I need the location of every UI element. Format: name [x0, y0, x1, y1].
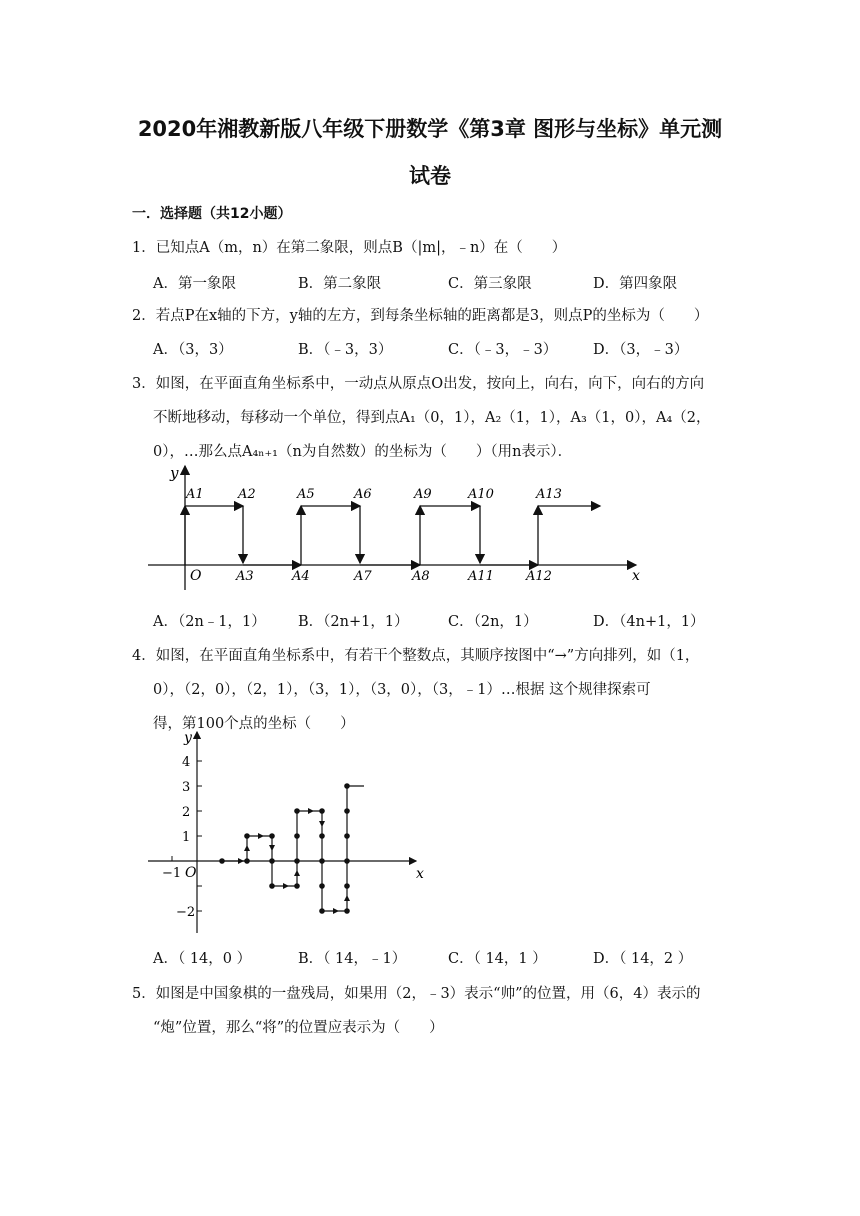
q1-option-d: D．第四象限	[593, 276, 678, 292]
q4-ytick-3: 3	[182, 780, 191, 795]
question-4-line-3: 得，第100个点的坐标（ ）	[153, 716, 355, 732]
q2-option-d: D．（3，﹣3）	[593, 342, 689, 358]
question-2: 2．若点P在x轴的下方，y轴的左方，到每条坐标轴的距离都是3，则点P的坐标为（ ）	[132, 308, 709, 324]
q3-label-a2: A2	[238, 487, 256, 502]
q2-option-b: B．（﹣3，3）	[298, 342, 393, 358]
q2-option-a: A．（3，3）	[153, 342, 233, 358]
q4-option-d: D．（ 14，2 ）	[593, 951, 693, 967]
question-3-line-1: 3．如图，在平面直角坐标系中，一动点从原点O出发，按向上，向右，向下，向右的方向	[132, 376, 705, 392]
q3-y-label: y	[170, 464, 179, 482]
q3-option-b: B．（2n+1，1）	[298, 614, 409, 630]
q4-x-label: x	[416, 866, 424, 882]
document-title: 2020年湘教新版八年级下册数学《第3章 图形与坐标》单元测	[137, 117, 723, 141]
q3-label-a12: A12	[526, 569, 552, 584]
q3-option-a: A．（2n﹣1，1）	[153, 614, 266, 630]
q4-y-label: y	[184, 730, 192, 746]
q3-label-a7: A7	[354, 569, 372, 584]
question-4-line-2: 0），（2，0），（2，1），（3，1），（3，0），（3，﹣1）…根据 这个规律探索可	[153, 682, 651, 698]
q3-label-a9: A9	[414, 487, 432, 502]
q4-option-a: A．（ 14，0 ）	[153, 951, 252, 967]
q3-path	[185, 506, 600, 565]
section-heading: 一．选择题（共12小题）	[132, 206, 292, 222]
question-3-line-3: 0），…那么点A₄ₙ₊₁（n为自然数）的坐标为（ ）（用n表示）．	[153, 444, 573, 460]
q3-option-c: C．（2n，1）	[448, 614, 538, 630]
q4-ytick-2: 2	[182, 805, 191, 820]
q3-label-a5: A5	[297, 487, 315, 502]
q3-label-a1: A1	[186, 487, 204, 502]
q4-ytick-4: 4	[182, 755, 191, 770]
q4-xtick-neg1: −1	[162, 866, 182, 881]
q4-tick-labels	[162, 755, 195, 920]
q3-label-a8: A8	[412, 569, 430, 584]
q3-label-a13: A13	[536, 487, 562, 502]
q4-ytick-neg2: −2	[176, 905, 196, 920]
q3-x-label: x	[632, 568, 640, 584]
q3-label-a6: A6	[354, 487, 372, 502]
question-4-line-1: 4．如图，在平面直角坐标系中，有若干个整数点，其顺序按图中“→”方向排列，如（1，	[132, 648, 700, 664]
q4-figure	[148, 728, 428, 940]
q3-origin-label: O	[190, 568, 202, 584]
document-title-cont: 试卷	[409, 164, 451, 188]
q4-option-c: C．（ 14，1 ）	[448, 951, 547, 967]
q3-option-d: D．（4n+1，1）	[593, 614, 705, 630]
q1-option-a: A．第一象限	[153, 276, 236, 292]
q3-label-a10: A10	[468, 487, 494, 502]
q3-label-a3: A3	[236, 569, 254, 584]
q4-option-b: B．（ 14，﹣1）	[298, 951, 407, 967]
q4-ytick-1: 1	[182, 830, 191, 845]
q1-option-c: C．第三象限	[448, 276, 532, 292]
question-5-line-1: 5．如图是中国象棋的一盘残局，如果用（2，﹣3）表示“帅”的位置，用（6，4）表示的	[132, 986, 701, 1002]
q4-path	[222, 786, 364, 911]
q1-option-b: B．第二象限	[298, 276, 382, 292]
q3-label-a11: A11	[468, 569, 494, 584]
question-1: 1．已知点A（m，n）在第二象限，则点B（|m|，﹣n）在（ ）	[132, 240, 567, 256]
q4-origin-label: O	[185, 865, 197, 881]
q3-label-a4: A4	[292, 569, 310, 584]
question-5-line-2: “炮”位置，那么“将”的位置应表示为（ ）	[153, 1020, 444, 1036]
question-3-line-2: 不断地移动，每移动一个单位，得到点A₁（0，1），A₂（1，1），A₃（1，0），A₄（2，	[153, 410, 711, 426]
q3-point-labels	[185, 487, 562, 584]
q4-dots	[219, 783, 350, 914]
q3-figure	[148, 462, 642, 592]
q2-option-c: C．（﹣3，﹣3）	[448, 342, 558, 358]
